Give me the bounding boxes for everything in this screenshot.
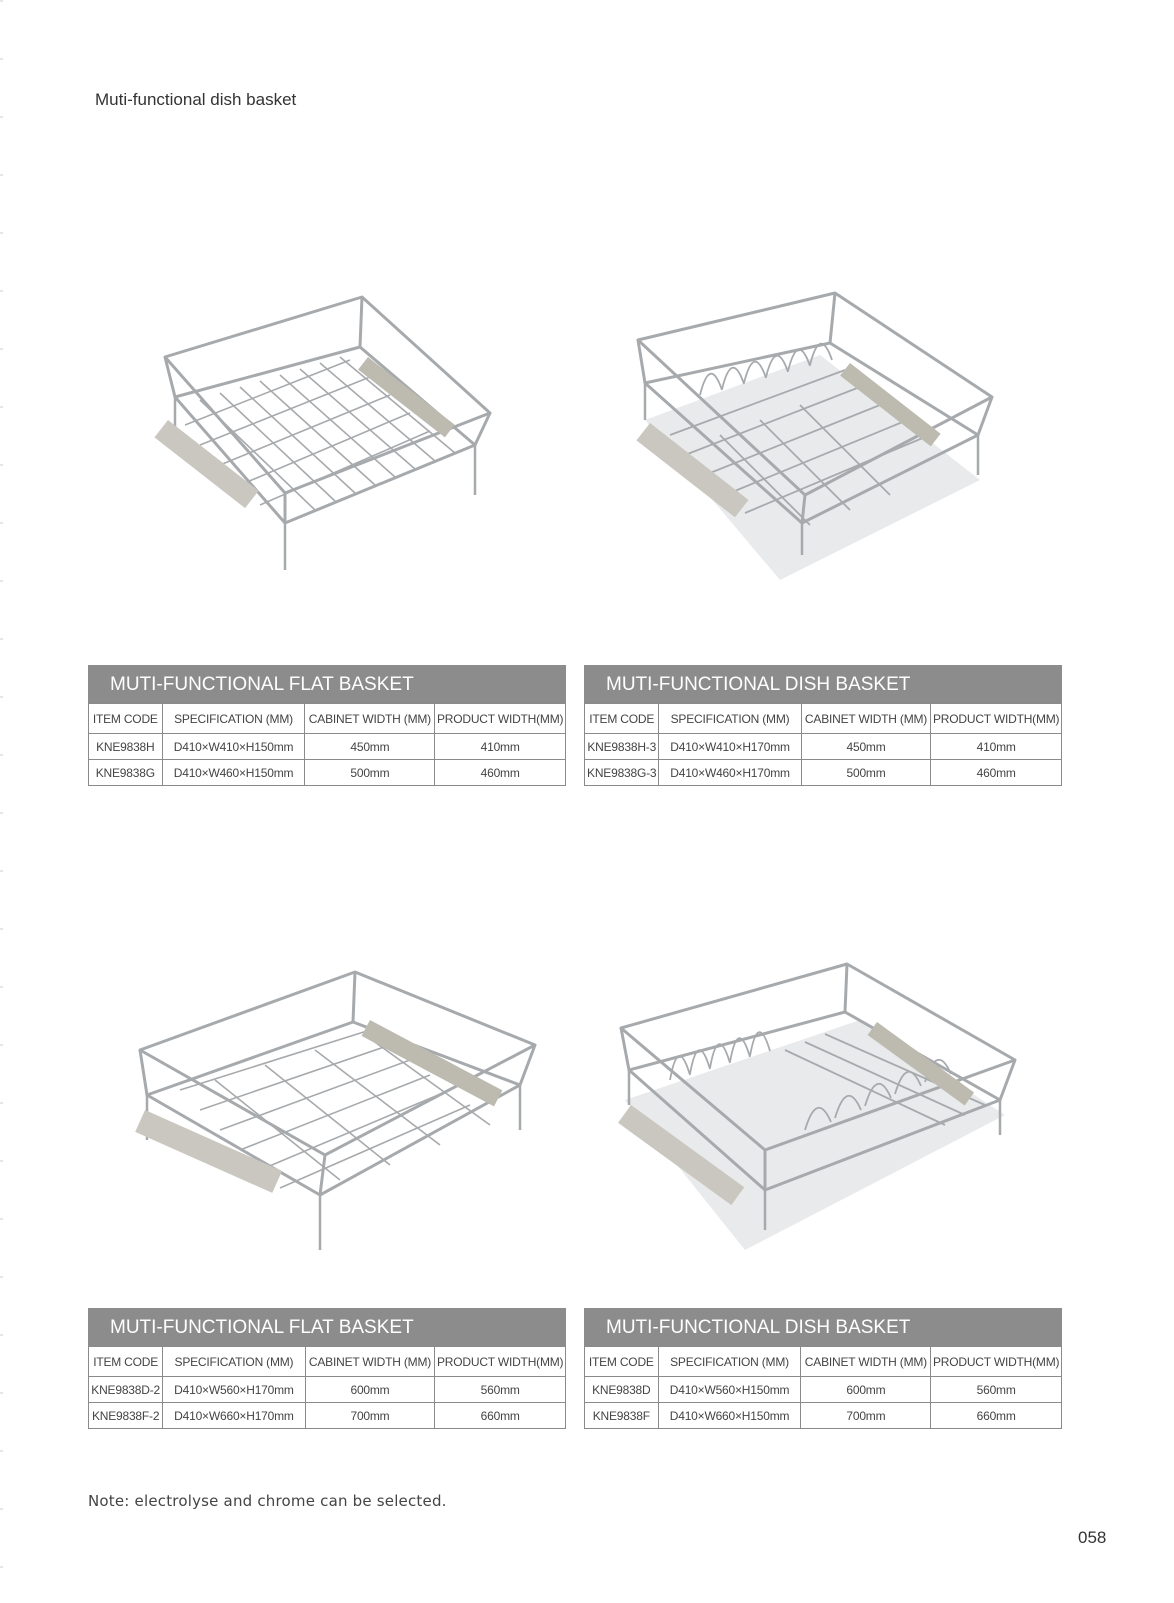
table-row: [89, 760, 566, 786]
header-product-width: PRODUCT WIDTH(MM): [931, 704, 1062, 734]
header-item-code: ITEM CODE: [585, 1347, 659, 1377]
table-row: [585, 760, 1062, 786]
table-row: [89, 1403, 566, 1429]
header-cabinet-width: CABINET WIDTH (MM): [801, 1347, 931, 1377]
dish-basket-icon: [630, 285, 1070, 615]
table-title: MUTI-FUNCTIONAL DISH BASKET: [584, 665, 1062, 703]
table-row: [89, 1377, 566, 1403]
cell-specification: D410×W410×H170mm: [659, 734, 801, 760]
cell-cabinet-width: 700mm: [801, 1403, 931, 1429]
cell-specification: D410×W660×H170mm: [163, 1403, 305, 1429]
table-title: MUTI-FUNCTIONAL DISH BASKET: [584, 1308, 1062, 1346]
cell-item-code: KNE9838H-3: [585, 734, 659, 760]
dish-basket-icon: [615, 950, 1035, 1290]
cell-item-code: KNE9838G-3: [585, 760, 659, 786]
flat-basket-spec-table-1: [88, 665, 566, 786]
header-item-code: ITEM CODE: [89, 704, 163, 734]
cell-item-code: KNE9838D-2: [89, 1377, 163, 1403]
table-header-row: [585, 1347, 1062, 1377]
flat-basket-icon: [140, 285, 580, 615]
cell-specification: D410×W460×H170mm: [659, 760, 801, 786]
dish-basket-photo: [615, 950, 1035, 1290]
table-header-row: [89, 1347, 566, 1377]
flat-basket-icon: [125, 960, 585, 1290]
cell-product-width: 460mm: [435, 760, 566, 786]
cell-item-code: KNE9838D: [585, 1377, 659, 1403]
page-number: 058: [1078, 1528, 1107, 1547]
table-header-row: [89, 704, 566, 734]
dish-basket-photo: [630, 285, 1070, 615]
header-specification: SPECIFICATION (MM): [162, 704, 305, 734]
table-row: [585, 734, 1062, 760]
header-specification: SPECIFICATION (MM): [658, 1347, 801, 1377]
cell-cabinet-width: 450mm: [801, 734, 931, 760]
dish-basket-spec-table-2: [584, 1308, 1062, 1429]
cell-cabinet-width: 700mm: [305, 1403, 435, 1429]
cell-specification: D410×W660×H150mm: [658, 1403, 801, 1429]
cell-cabinet-width: 450mm: [305, 734, 435, 760]
footnote: Note: electrolyse and chrome can be selected.: [88, 1492, 447, 1510]
cell-item-code: KNE9838F: [585, 1403, 659, 1429]
header-cabinet-width: CABINET WIDTH (MM): [305, 1347, 435, 1377]
table-row: [89, 734, 566, 760]
cell-product-width: 660mm: [931, 1403, 1062, 1429]
header-specification: SPECIFICATION (MM): [659, 704, 801, 734]
cell-specification: D410×W410×H150mm: [162, 734, 305, 760]
table-row: [585, 1403, 1062, 1429]
cell-item-code: KNE9838G: [89, 760, 163, 786]
cell-product-width: 410mm: [931, 734, 1062, 760]
flat-basket-spec-table-2: [88, 1308, 566, 1429]
header-cabinet-width: CABINET WIDTH (MM): [801, 704, 931, 734]
table-header-row: [585, 704, 1062, 734]
cell-item-code: KNE9838H: [89, 734, 163, 760]
cell-cabinet-width: 600mm: [305, 1377, 435, 1403]
cell-cabinet-width: 500mm: [305, 760, 435, 786]
cell-product-width: 660mm: [435, 1403, 566, 1429]
table-title: MUTI-FUNCTIONAL FLAT BASKET: [88, 1308, 566, 1346]
header-item-code: ITEM CODE: [585, 704, 659, 734]
table-title: MUTI-FUNCTIONAL FLAT BASKET: [88, 665, 566, 703]
page-title: Muti-functional dish basket: [95, 90, 297, 109]
cell-product-width: 410mm: [435, 734, 566, 760]
cell-specification: D410×W460×H150mm: [162, 760, 305, 786]
cell-specification: D410×W560×H150mm: [658, 1377, 801, 1403]
cell-cabinet-width: 600mm: [801, 1377, 931, 1403]
header-specification: SPECIFICATION (MM): [163, 1347, 305, 1377]
cell-item-code: KNE9838F-2: [89, 1403, 163, 1429]
header-cabinet-width: CABINET WIDTH (MM): [305, 704, 435, 734]
cell-specification: D410×W560×H170mm: [163, 1377, 305, 1403]
dish-basket-spec-table-1: [584, 665, 1062, 786]
cell-product-width: 460mm: [931, 760, 1062, 786]
flat-basket-photo: [140, 285, 580, 615]
header-product-width: PRODUCT WIDTH(MM): [435, 1347, 566, 1377]
cell-cabinet-width: 500mm: [801, 760, 931, 786]
header-item-code: ITEM CODE: [89, 1347, 163, 1377]
cell-product-width: 560mm: [435, 1377, 566, 1403]
cell-product-width: 560mm: [931, 1377, 1062, 1403]
header-product-width: PRODUCT WIDTH(MM): [931, 1347, 1062, 1377]
page-edge-marks: [0, 0, 3, 1603]
header-product-width: PRODUCT WIDTH(MM): [435, 704, 566, 734]
flat-basket-photo: [125, 960, 585, 1290]
table-row: [585, 1377, 1062, 1403]
